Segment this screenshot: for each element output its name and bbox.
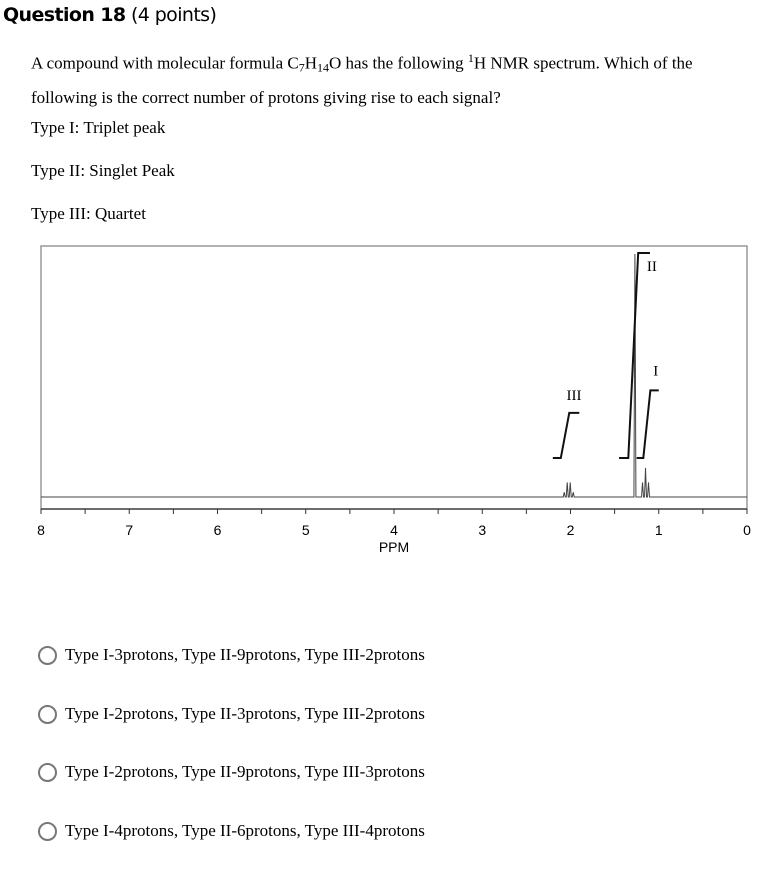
spectrum-trace: [41, 254, 747, 497]
option-label: Type I-2protons, Type II-3protons, Type III-2protons: [65, 704, 425, 723]
question-points: (4 points): [130, 4, 217, 26]
option-label: Type I-3protons, Type II-9protons, Type III-2protons: [65, 645, 425, 664]
x-tick-label: 6: [213, 522, 222, 538]
question-prompt: A compound with molecular formula $C_7H_{14}O$ has the following $^1$H NMR spectrum. Which of the following is the correct number of protons giving rise to each signal?: [31, 51, 693, 107]
radio-button[interactable]: [38, 763, 57, 782]
plot-frame: [41, 246, 747, 509]
answer-option-4[interactable]: [38, 821, 425, 841]
integral-label-ii: II: [646, 259, 657, 275]
x-tick-label: 5: [301, 522, 310, 538]
question-number: Question 18: [3, 4, 126, 26]
nmr-spectrum: [0, 240, 772, 570]
x-tick-label: 7: [125, 522, 134, 538]
integral-label-iii: III: [566, 387, 582, 404]
question-title: [3, 4, 216, 26]
x-tick-label: 0: [743, 522, 751, 538]
answer-option-1[interactable]: [38, 645, 425, 665]
integral-curve-iii: [553, 413, 579, 458]
radio-button[interactable]: [38, 705, 57, 724]
radio-button[interactable]: [38, 646, 57, 665]
x-tick-label: 1: [654, 522, 663, 538]
type-ii-label: Type II: Singlet Peak: [31, 161, 175, 180]
x-tick-label: 2: [566, 522, 575, 538]
answer-option-2[interactable]: [38, 704, 425, 724]
radio-button[interactable]: [38, 822, 57, 841]
x-axis-label: PPM: [378, 539, 410, 555]
integral-curve-i: [637, 390, 659, 458]
type-i-label: Type I: Triplet peak: [31, 118, 166, 137]
x-tick-label: 3: [478, 522, 487, 538]
integral-label-i: I: [653, 363, 659, 380]
x-tick-label: 8: [37, 522, 45, 538]
x-tick-label: 4: [390, 522, 398, 538]
type-iii-label: Type III: Quartet: [31, 204, 146, 223]
option-label: Type I-4protons, Type II-6protons, Type III-4protons: [65, 821, 425, 840]
answer-option-3[interactable]: [38, 762, 425, 782]
option-label: Type I-2protons, Type II-9protons, Type III-3protons: [65, 762, 425, 781]
